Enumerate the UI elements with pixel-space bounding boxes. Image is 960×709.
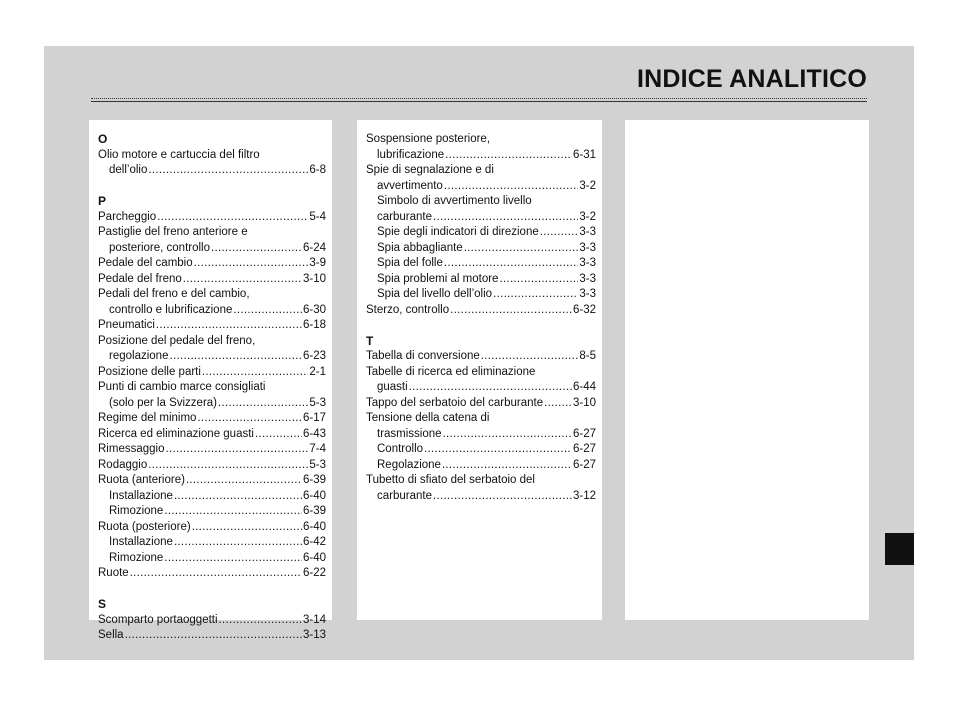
index-leader-dots xyxy=(211,241,302,257)
index-entry xyxy=(366,349,596,365)
index-entry-text: Sospensione posteriore, xyxy=(366,133,491,145)
index-entry-text: Tabelle di ricerca ed eliminazione xyxy=(366,365,536,378)
index-page-number: 6-27 xyxy=(572,443,596,455)
index-entry-text: Simbolo di avvertimento livello xyxy=(377,195,532,207)
index-entry xyxy=(366,179,596,195)
index-entry-text: Installazione xyxy=(109,536,173,548)
index-entry xyxy=(98,396,326,412)
index-entry-text: Pastiglie del freno anteriore e xyxy=(98,226,248,238)
index-page-number: 3-3 xyxy=(579,288,596,300)
index-entry-text: Installazione xyxy=(109,489,173,502)
index-page-number: 5-4 xyxy=(309,210,326,223)
index-entry-heading xyxy=(366,411,596,427)
index-section-letter: S xyxy=(98,597,107,611)
index-entry-text: lubrificazione xyxy=(377,148,445,161)
index-page-number: 5-3 xyxy=(309,396,326,409)
index-entry xyxy=(98,458,326,474)
index-leader-dots xyxy=(433,210,578,226)
index-leader-dots xyxy=(148,163,308,179)
index-entry-text: regolazione xyxy=(109,350,169,362)
index-entry xyxy=(98,520,326,536)
index-entry xyxy=(98,210,326,226)
index-entry-text: Olio motore e cartuccia del filtro xyxy=(98,148,260,161)
index-entry xyxy=(98,303,326,319)
index-page-number: 6-44 xyxy=(572,381,596,393)
index-entry-text: Tubetto di sfiato del serbatoio del xyxy=(366,474,535,486)
index-page-number: 6-23 xyxy=(302,350,326,362)
index-page-number: 6-40 xyxy=(302,489,326,502)
index-entry-text: (solo per la Svizzera) xyxy=(109,396,218,409)
index-page-number: 6-42 xyxy=(302,536,326,548)
index-page-number: 6-18 xyxy=(302,319,326,331)
index-entry-heading xyxy=(366,365,596,381)
index-page-number: 3-12 xyxy=(572,489,596,502)
index-entry xyxy=(98,566,326,582)
index-leader-dots xyxy=(169,349,302,365)
index-leader-dots xyxy=(499,272,578,288)
index-leader-dots xyxy=(424,442,572,458)
index-page-number: 6-8 xyxy=(309,164,326,176)
index-page-number: 6-40 xyxy=(302,551,326,564)
index-leader-dots xyxy=(443,427,572,443)
index-page-number: 6-30 xyxy=(302,303,326,316)
page-title: INDICE ANALITICO xyxy=(636,65,867,93)
index-leader-dots xyxy=(157,210,308,226)
index-entry-text: Controllo xyxy=(377,443,424,455)
index-entry xyxy=(98,504,326,520)
index-leader-dots xyxy=(409,380,572,396)
index-leader-dots xyxy=(219,613,302,629)
index-page-number: 3-3 xyxy=(579,241,596,254)
index-entry-text: Spia abbagliante xyxy=(377,241,463,254)
index-spacer xyxy=(98,582,326,598)
index-entry xyxy=(98,318,326,334)
index-entry xyxy=(98,411,326,427)
index-page-number: 2-1 xyxy=(309,365,326,378)
index-entry-text: controllo e lubrificazione xyxy=(109,303,233,316)
index-entry-heading xyxy=(366,194,596,210)
index-entry-text: Ruota (anteriore) xyxy=(98,474,185,486)
index-leader-dots xyxy=(442,458,572,474)
index-entry-text: Rimessaggio xyxy=(98,443,165,455)
index-entry-text: Tappo del serbatoio del carburante xyxy=(366,396,544,409)
index-entry-heading xyxy=(98,334,326,350)
index-page-number: 5-3 xyxy=(309,458,326,471)
index-page-number: 6-17 xyxy=(302,412,326,424)
index-page-number: 7-4 xyxy=(309,443,326,455)
index-page-number: 6-24 xyxy=(302,241,326,254)
title-rule xyxy=(91,101,867,102)
index-leader-dots xyxy=(540,225,579,241)
index-leader-dots xyxy=(165,442,308,458)
index-entry-text: Ruota (posteriore) xyxy=(98,520,191,533)
index-entry xyxy=(366,489,596,505)
index-leader-dots xyxy=(148,458,308,474)
index-page-number: 3-13 xyxy=(302,629,326,641)
index-entry-text: Parcheggio xyxy=(98,210,157,223)
index-leader-dots xyxy=(450,303,572,319)
index-page-number: 3-14 xyxy=(302,613,326,626)
index-entry-text: Sella xyxy=(98,629,124,641)
index-entry xyxy=(98,473,326,489)
index-entry-text: Posizione del pedale del freno, xyxy=(98,334,256,347)
index-section-letter: O xyxy=(98,132,108,146)
index-section-letter: T xyxy=(366,333,374,348)
index-entry xyxy=(98,535,326,551)
index-entry-heading xyxy=(366,473,596,489)
index-entry xyxy=(98,256,326,272)
index-entry xyxy=(366,241,596,257)
index-entry xyxy=(98,349,326,365)
index-leader-dots xyxy=(433,489,572,505)
index-entry-text: Posizione delle parti xyxy=(98,365,201,378)
index-entry-text: Regime del minimo xyxy=(98,412,197,424)
index-entry-text: carburante xyxy=(377,489,432,502)
index-page-number: 3-2 xyxy=(579,179,596,192)
index-entry-text: Ricerca ed eliminazione guasti xyxy=(98,427,254,440)
index-leader-dots xyxy=(156,318,302,334)
index-entry xyxy=(98,628,326,644)
index-entry xyxy=(366,148,596,164)
index-entry xyxy=(98,613,326,629)
index-leader-dots xyxy=(164,551,302,567)
index-entry-text: posteriore, controllo xyxy=(109,241,210,254)
index-entry xyxy=(366,442,596,458)
index-entry-text: Spie degli indicatori di direzione xyxy=(377,226,539,238)
index-entry-text: Rimozione xyxy=(109,551,164,564)
index-entry-heading xyxy=(366,163,596,179)
index-entry xyxy=(98,365,326,381)
index-entry xyxy=(366,458,596,474)
index-entry-text: Spia problemi al motore xyxy=(377,272,499,285)
index-leader-dots xyxy=(445,148,572,164)
index-entry xyxy=(366,256,596,272)
index-leader-dots xyxy=(464,241,579,257)
index-page-number: 3-3 xyxy=(579,257,596,269)
index-entry xyxy=(366,380,596,396)
index-leader-dots xyxy=(186,473,302,489)
index-page-number: 8-5 xyxy=(579,350,596,362)
index-entry-text: Rimozione xyxy=(109,505,164,517)
index-page-number: 6-39 xyxy=(302,505,326,517)
index-leader-dots xyxy=(192,520,302,536)
index-page-number: 3-2 xyxy=(579,210,596,223)
index-entry-text: Pedale del cambio xyxy=(98,257,193,269)
index-entry xyxy=(366,272,596,288)
index-page-number: 3-3 xyxy=(579,226,596,238)
index-page-number: 3-9 xyxy=(309,257,326,269)
index-entry-text: guasti xyxy=(377,381,408,393)
index-entry-text: carburante xyxy=(377,210,432,223)
index-leader-dots xyxy=(183,272,302,288)
index-spacer xyxy=(366,318,596,334)
index-entry-text: Pedali del freno e del cambio, xyxy=(98,288,250,300)
index-page-number: 3-10 xyxy=(572,396,596,409)
index-entry-heading xyxy=(366,132,596,148)
index-page-number: 6-27 xyxy=(572,458,596,471)
index-entry xyxy=(98,427,326,443)
index-leader-dots xyxy=(544,396,572,412)
chapter-tab-marker xyxy=(885,533,914,565)
index-leader-dots xyxy=(444,179,579,195)
title-rule-dotted xyxy=(91,98,867,99)
index-entry-text: dell’olio xyxy=(109,164,148,176)
index-entry-text: Tabella di conversione xyxy=(366,350,480,362)
index-entry-text: Pedale del freno xyxy=(98,272,182,285)
index-entry xyxy=(366,303,596,319)
index-entry-text: Sterzo, controllo xyxy=(366,303,450,316)
index-page-number: 6-31 xyxy=(572,148,596,161)
index-page-number: 3-10 xyxy=(302,272,326,285)
index-leader-dots xyxy=(197,411,302,427)
index-entry xyxy=(366,287,596,303)
index-column-3 xyxy=(625,120,869,620)
index-leader-dots xyxy=(218,396,308,412)
index-entry-text: avvertimento xyxy=(377,179,443,192)
index-entry-text: Ruote xyxy=(98,567,129,579)
index-entry xyxy=(98,442,326,458)
index-entry xyxy=(366,225,596,241)
index-page-number: 6-39 xyxy=(302,474,326,486)
index-entry xyxy=(366,210,596,226)
index-leader-dots xyxy=(164,504,302,520)
index-leader-dots xyxy=(125,628,302,644)
index-leader-dots xyxy=(130,566,302,582)
index-entry-text: trasmissione xyxy=(377,427,442,440)
index-entry xyxy=(98,163,326,179)
index-page-number: 3-3 xyxy=(579,272,596,285)
index-page-number: 6-40 xyxy=(302,520,326,533)
index-spacer xyxy=(98,179,326,195)
index-entry xyxy=(366,396,596,412)
index-entry-text: Spia del folle xyxy=(377,257,443,269)
index-page-number: 6-32 xyxy=(572,303,596,316)
index-leader-dots xyxy=(444,256,579,272)
index-entry-heading xyxy=(98,287,326,303)
index-entry xyxy=(98,489,326,505)
index-entry-text: Pneumatici xyxy=(98,319,155,331)
index-entry-text: Punti di cambio marce consigliati xyxy=(98,381,266,393)
index-page-number: 6-43 xyxy=(302,427,326,440)
index-leader-dots xyxy=(194,256,309,272)
index-section-letter: P xyxy=(98,194,107,208)
index-leader-dots xyxy=(174,535,302,551)
index-entry-text: Tensione della catena di xyxy=(366,412,490,424)
index-page-number: 6-27 xyxy=(572,427,596,440)
index-leader-dots xyxy=(233,303,302,319)
index-column-2 xyxy=(357,120,602,620)
index-entry xyxy=(98,272,326,288)
index-entry xyxy=(98,241,326,257)
index-entry-text: Scomparto portaoggetti xyxy=(98,613,218,626)
index-leader-dots xyxy=(174,489,302,505)
index-entry-heading xyxy=(98,380,326,396)
index-entry xyxy=(98,551,326,567)
index-entry xyxy=(366,427,596,443)
index-leader-dots xyxy=(202,365,308,381)
index-leader-dots xyxy=(481,349,579,365)
index-page-number: 6-22 xyxy=(302,567,326,579)
index-column-1 xyxy=(89,120,332,641)
index-entry-text: Rodaggio xyxy=(98,458,148,471)
index-entry-text: Spia del livello dell’olio xyxy=(377,288,493,300)
index-leader-dots xyxy=(255,427,302,443)
index-entry-heading xyxy=(98,225,326,241)
index-leader-dots xyxy=(493,287,578,303)
index-entry-heading xyxy=(98,148,326,164)
index-entry-text: Spie di segnalazione e di xyxy=(366,164,494,176)
index-entry-text: Regolazione xyxy=(377,458,441,471)
